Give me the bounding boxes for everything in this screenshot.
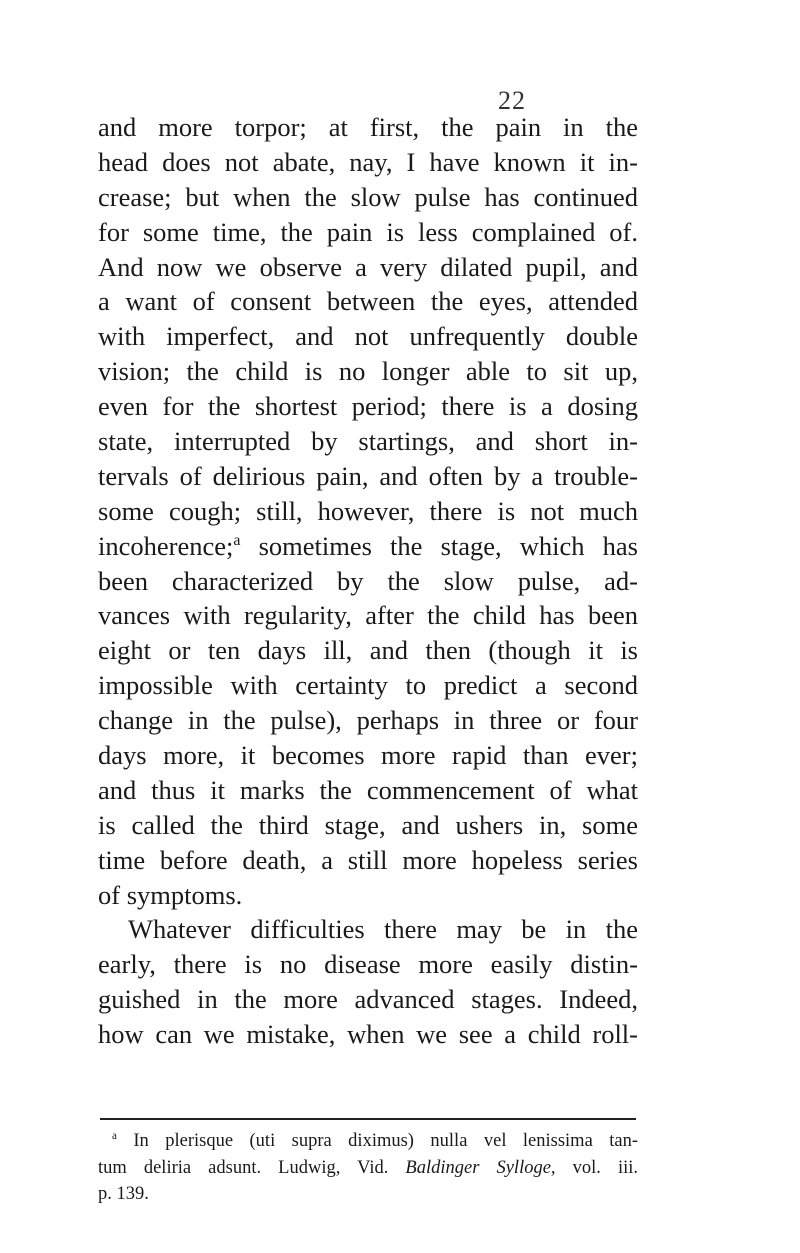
text-line: how can we mistake, when we see a child roll- [98,1019,638,1050]
text-line: early, there is no disease more easily distin- [98,949,638,980]
footnote-line [98,1155,638,1182]
text-line: head does not abate, nay, I have known it in- [98,146,638,177]
footnote-reference: a [233,531,241,549]
text-line: a want of consent between the eyes, attended [98,286,638,317]
footnote-text: In plerisque (uti supra diximus) nulla vel lenissima tan- [133,1131,639,1151]
footnote-line: p. 139. [98,1184,149,1204]
text-line: is called the third stage, and ushers in, some [98,809,638,840]
text-line: guished in the more advanced stages. Indeed, [98,984,638,1015]
text-line: even for the shortest period; there is a dosing [98,391,638,422]
body-text [98,110,638,1052]
text-line: and more torpor; at first, the pain in the [98,112,638,142]
text-line: some cough; still, however, there is not much [98,495,638,526]
text-line: and thus it marks the commencement of what [98,774,638,805]
text-line: state, interrupted by startings, and short in- [98,426,638,457]
text-line: been characterized by the slow pulse, ad- [98,565,638,596]
footnote-marker: a [112,1129,117,1142]
text-line: with imperfect, and not unfrequently double [98,321,638,352]
footnote-text: tum deliria adsunt. Ludwig, Vid. [98,1157,406,1178]
text-line: days more, it becomes more rapid than ever; [98,740,638,771]
footnote-line [98,1128,638,1155]
text-line: time before death, a still more hopeless series [98,844,638,875]
footnote [98,1128,638,1208]
text-segment: sometimes the stage, which has [240,530,638,561]
text-segment: incoherence; [98,530,234,561]
text-line: change in the pulse), perhaps in three or four [98,705,638,736]
text-line: impossible with certainty to predict a second [98,670,638,701]
footnote-text: vol. iii. [555,1157,638,1178]
footnote-citation-title: Baldinger Sylloge, [405,1157,556,1178]
text-line: for some time, the pain is less complained of. [98,216,638,247]
footnote-divider [100,1118,636,1120]
text-line: eight or ten days ill, and then (though it is [98,635,638,666]
page-number: 22 [498,86,526,115]
text-line: tervals of delirious pain, and often by a trouble- [98,460,638,491]
paragraph-start-line: Whatever difficulties there may be in the [128,914,638,945]
text-line: vances with regularity, after the child has been [98,600,638,631]
text-line: crease; but when the slow pulse has continued [98,181,638,212]
text-line-with-footnote-ref [98,529,638,564]
text-line: of symptoms. [98,879,243,910]
text-line: vision; the child is no longer able to sit up, [98,356,638,387]
text-line: And now we observe a very dilated pupil, and [98,251,638,282]
